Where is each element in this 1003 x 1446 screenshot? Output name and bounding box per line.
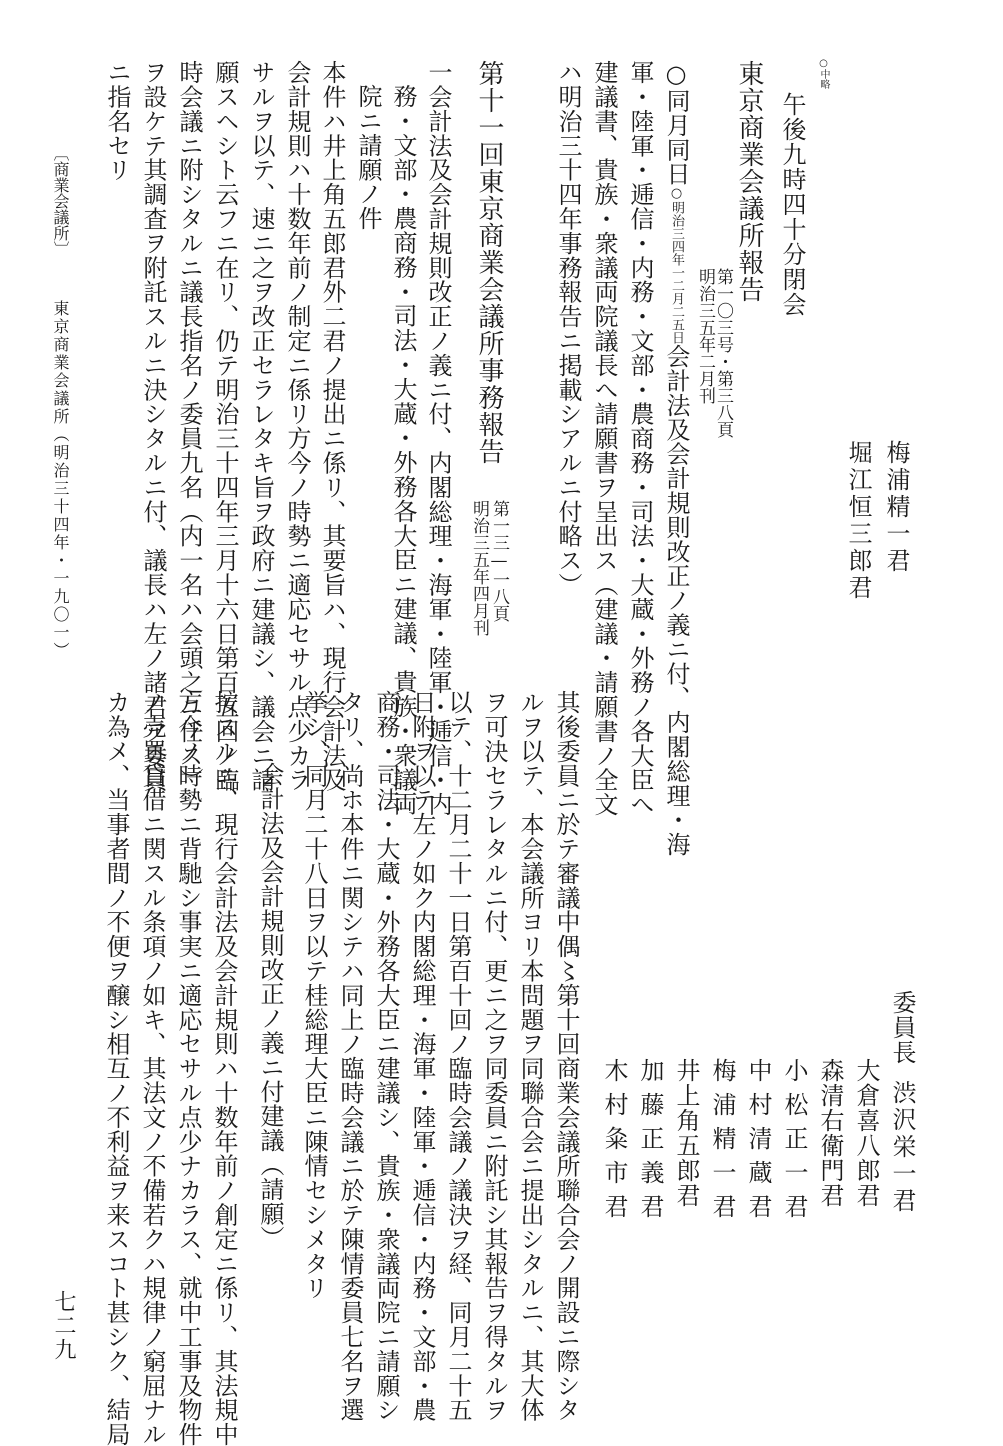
- para1-body: 会計法及会計規則改正ノ義ニ付、内閣総理・海: [662, 344, 690, 857]
- jimu-source-2: 明治三五年四月刊: [469, 500, 489, 636]
- jimu-title: 第十一回東京商業会議所事務報告: [474, 60, 504, 465]
- jimu-source-1: 第一三—一八頁: [489, 500, 509, 622]
- report-title: 東京商業会議所報告: [734, 60, 764, 303]
- para1-date-note-a: ○明治三四年: [669, 186, 684, 266]
- para1-date-note: [669, 186, 683, 344]
- kengi-title: 会計法及会計規則改正ノ義ニ付建議（請願）: [256, 762, 284, 1250]
- jimu-line: 務・文部・農商務・司法・大蔵・外務各大臣ニ建議、貴族・衆議両: [389, 84, 417, 816]
- jimu-line: ニ指名セリ: [103, 60, 131, 182]
- footer-center: 東京商業会議所（明治三十四年・一九〇一）: [51, 300, 70, 660]
- body-line: タリ、尚ホ本件ニ関シテハ同上ノ臨時会議ニ於テ陳情委員七名ヲ選: [336, 690, 364, 1422]
- body-line: 挙シ、同月二十八日ヲ以テ桂総理大臣ニ陳情セシメタリ: [300, 690, 328, 1300]
- signer-horie: 堀江恒三郎君: [844, 440, 872, 602]
- report-para1-line3: 建議書、貴族・衆議両院議長へ請願書ヲ呈出ス（建議・請願書ノ全文: [590, 60, 618, 817]
- page-number: 七二九: [51, 1290, 76, 1362]
- para1-date-note-b: 一二月二五日: [669, 266, 684, 344]
- committee-member: 森清右衛門君: [816, 1058, 844, 1208]
- signer-umeura: 梅浦精一君: [882, 440, 910, 575]
- body-line: 商務・司法・大蔵・外務各大臣ニ建議シ、貴族・衆議両院ニ請願シ: [372, 690, 400, 1422]
- committee-member: 加藤正義君: [636, 1058, 664, 1228]
- footer-bracket: 〔商業会議所〕: [51, 145, 70, 257]
- jimu-line: サルヲ以テ、速ニ之ヲ改正セラレタキ旨ヲ政府ニ建議シ、議会ニ請: [247, 60, 275, 792]
- jimu-line: 願スヘシト云フニ在リ、仍テ明治三十四年三月十六日第百五回ノ臨: [211, 60, 239, 792]
- committee-chair-label: 委員長: [888, 990, 916, 1065]
- jimu-line: 院ニ請願ノ件: [354, 84, 382, 231]
- para1-lead: ○同月同日: [662, 60, 690, 186]
- jimu-line: 会計規則ハ十数年前ノ制定ニ係リ方今ノ時勢ニ適応セサル点少カラ: [283, 60, 311, 792]
- report-para1-line4: ハ明治三十四年事務報告ニ掲載シアルニ付略ス）: [554, 60, 582, 597]
- body-line: ヲ可決セラレタルニ付、更ニ之ヲ同委員ニ附託シ其報告ヲ得タルヲ: [480, 690, 508, 1422]
- jimu-line: 本件ハ井上角五郎君外二君ノ提出ニ係リ、其要旨ハ、現行会計法及: [318, 60, 346, 792]
- committee-member: 木村粂市君: [600, 1058, 628, 1228]
- report-source-2: 明治三五年二月刊: [695, 268, 715, 404]
- jimu-line: 時会議ニ附シタルニ議長指名ノ委員九名（内一名ハ会頭之ニ任ス）: [175, 60, 203, 792]
- committee-member: 大倉喜八郎君: [852, 1058, 880, 1208]
- body-line: 其後委員ニ於テ審議中偶〻第十回商業会議所聯合会ノ開設ニ際シタ: [552, 690, 580, 1422]
- body-line: 日附ヲ以テ左ノ如ク内閣総理・海軍・陸軍・逓信・内務・文部・農: [408, 690, 436, 1422]
- body-line: 以テ、十二月二十一日第百十回ノ臨時会議ノ議決ヲ経、同月二十五: [444, 690, 472, 1422]
- body-line: ノ売買貸借ニ関スル条項ノ如キ、其法文ノ不備若クハ規律ノ窮屈ナル: [138, 690, 166, 1446]
- committee-member: 小松正一君: [780, 1058, 808, 1228]
- body-line: ルヲ以テ、本会議所ヨリ本問題ヲ同聯合会ニ提出シタルニ、其大体: [516, 690, 544, 1422]
- committee-member: 梅浦精一君: [708, 1058, 736, 1228]
- jimu-line: ヲ設ケテ其調査ヲ附託スルニ決シタルニ付、議長ハ左ノ諸君ヲ委員: [139, 60, 167, 792]
- jimu-line: 一会計法及会計規則改正ノ義ニ付、内閣総理・海軍・陸軍・逓信・内: [424, 60, 452, 817]
- committee-member: 渋沢栄一君: [888, 1080, 916, 1215]
- body-line: 方今ノ時勢ニ背馳シ事実ニ適応セサル点少ナカラス、就中工事及物件: [174, 690, 202, 1446]
- report-para1-line2: 軍・陸軍・逓信・内務・文部・農商務・司法・大蔵・外務ノ各大臣へ: [626, 60, 654, 817]
- committee-member: 中村清蔵君: [744, 1058, 772, 1228]
- report-para1-line1: [664, 60, 688, 856]
- report-source-1: 第一〇三号・第三八頁: [713, 268, 733, 438]
- closing-time: 午後九時四十分閉会: [778, 92, 806, 317]
- committee-member: 井上角五郎君: [672, 1058, 700, 1208]
- body-line: 按スルニ、現行会計法及会計規則ハ十数年前ノ創定ニ係リ、其法規中: [210, 690, 238, 1446]
- body-line: カ為メ、当事者間ノ不便ヲ醸シ相互ノ不利益ヲ来スコト甚シク、結局: [102, 690, 130, 1446]
- note-chuuryaku: ○中略: [818, 58, 829, 89]
